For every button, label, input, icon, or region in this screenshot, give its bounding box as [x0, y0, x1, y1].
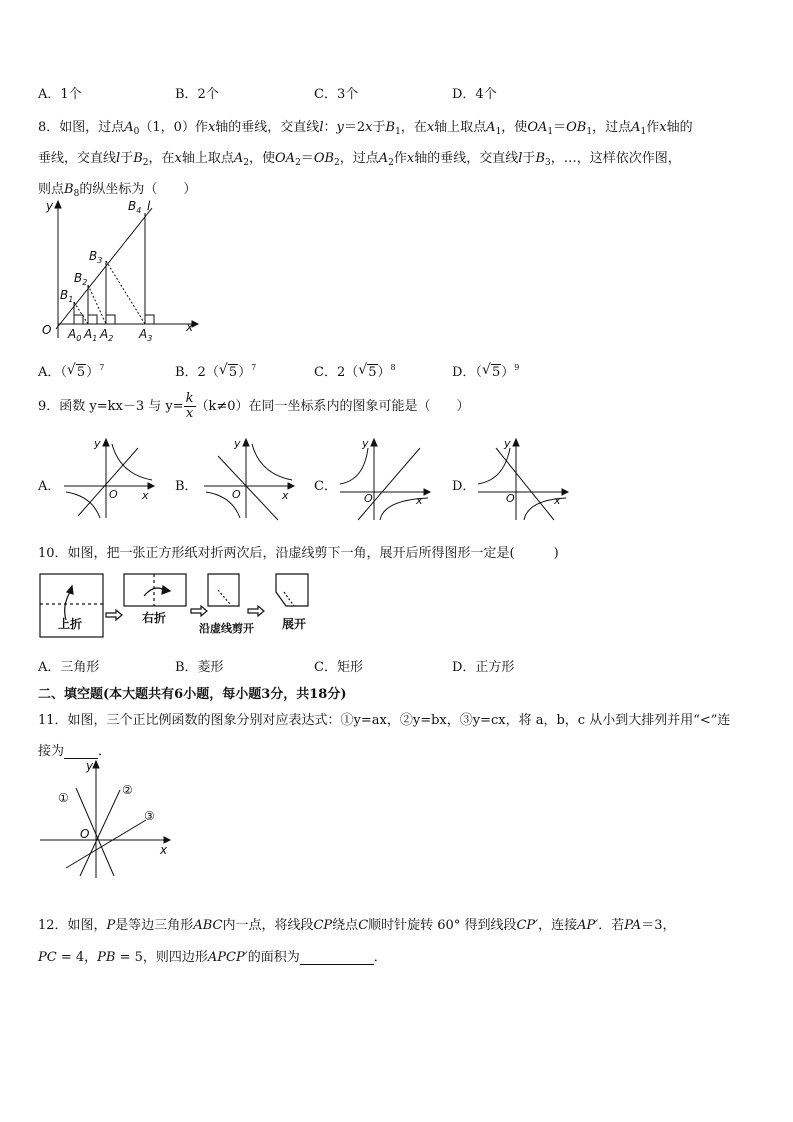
right-angle-a1 — [88, 315, 97, 324]
step-unfold: 展开 — [282, 617, 307, 631]
svg-text:O: O — [80, 827, 90, 841]
q8-option-d: D．（ √ 5）$^9$ — [452, 362, 520, 380]
line-3 — [66, 820, 146, 868]
arc-b1 — [74, 302, 88, 324]
a0-label: $A_0$ — [68, 327, 82, 343]
a3-label: $A_3$ — [139, 327, 153, 343]
q10-option-a: A．三角形 — [38, 660, 100, 675]
q9-option-b: B． — [175, 479, 198, 494]
q8-option-b: B．2（ √ 5）$^7$ — [175, 362, 257, 380]
svg-text:y: y — [234, 437, 241, 450]
q11-line-1: 11．如图，三个正比例函数的图象分别对应表达式：①y=ax，②y=bx，③y=cx，将 a，b，c 从小到大排列并用“<”连 — [38, 713, 731, 728]
q10-option-d: D．正方形 — [452, 660, 515, 675]
svg-text:y: y — [504, 437, 511, 450]
q11-line-2: 接为 ． — [38, 744, 112, 759]
q9-option-c: C． — [314, 479, 337, 494]
svg-text:O: O — [109, 488, 118, 501]
svg-text:y: y — [362, 437, 369, 450]
q8-figure — [36, 198, 201, 344]
step-fold-up: 上折 — [58, 617, 83, 631]
q8-line-3: 则点$B_8$的纵坐标为（ ） — [38, 182, 197, 199]
q8-option-a: A．（ √ 5）$^7$ — [38, 362, 105, 380]
step-fold-right: 右折 — [142, 611, 167, 625]
q7-option-b: B．2个 — [175, 87, 219, 102]
label-1: ① — [58, 791, 69, 805]
q10-stem: 10．如图，把一张正方形纸对折两次后，沿虚线剪下一角，展开后所得图形一定是( ) — [38, 546, 559, 561]
line-l — [56, 208, 152, 329]
svg-text:O: O — [232, 488, 241, 501]
svg-text:x: x — [416, 494, 423, 507]
q9-graph-c — [336, 436, 432, 522]
arrow-3 — [248, 606, 264, 616]
q9-option-a: A． — [38, 479, 61, 494]
q9-graph-b — [200, 436, 296, 522]
label-3: ③ — [144, 809, 155, 823]
q8-option-c: C．2（ √ 5）$^8$ — [314, 362, 396, 380]
q9-graph-a — [60, 436, 156, 522]
step-cut: 沿虚线剪开 — [199, 622, 254, 635]
q9-graph-d — [474, 436, 570, 522]
origin-label: O — [42, 323, 52, 337]
b2-label: $B_2$ — [74, 271, 88, 287]
b1-label: $B_1$ — [60, 288, 74, 304]
q10-figure — [36, 570, 326, 642]
section-2-title: 二、填空题(本大题共有6小题，每小题3分，共18分) — [38, 687, 347, 702]
q12-line-2: PC = 4，PB = 5，则四边形APCP′的面积为 ． — [38, 950, 387, 965]
a2-label: $A_2$ — [100, 327, 114, 343]
svg-text:y: y — [94, 437, 101, 450]
q11-figure — [36, 758, 176, 882]
unfolded-corner — [276, 574, 308, 606]
b4-label: $B_4$ — [128, 199, 142, 215]
fold-arrow-up — [65, 592, 70, 620]
x-label: x — [186, 320, 194, 334]
q9-option-d: D． — [452, 479, 476, 494]
q7-option-c: C．3个 — [314, 87, 359, 102]
svg-text:y: y — [86, 759, 94, 773]
svg-text:x: x — [160, 843, 168, 857]
q9-stem: 9．函数 y=kx－3 与 y= $\frac{k}{x}$ （k≠0）在同一坐标系内的图象可能是（ ） — [38, 391, 470, 421]
q10-option-c: C．矩形 — [314, 660, 363, 675]
q7-option-a: A．1个 — [38, 87, 82, 102]
y-label: y — [46, 199, 54, 213]
right-angle-a2 — [106, 315, 115, 324]
svg-text:x: x — [282, 489, 289, 502]
y-axis-arrow — [55, 201, 61, 208]
q12-answer-blank[interactable] — [300, 964, 374, 965]
q7-option-d: D．4个 — [452, 87, 497, 102]
quarter-paper — [208, 574, 239, 606]
svg-text:x: x — [554, 494, 561, 507]
l-label: l — [147, 199, 151, 213]
right-angle-a0 — [74, 315, 83, 324]
a1-label: $A_1$ — [84, 327, 98, 343]
q8-line-2: 垂线，交直线l于$B_2$，在x轴上取点$A_2$，使$OA_2=OB_2$，过点$A_2$作x轴的垂线，交直线l于$B_3$，…，这样依次作图， — [38, 151, 681, 168]
svg-text:x: x — [142, 489, 149, 502]
label-2: ② — [122, 783, 133, 797]
arrow-1 — [106, 610, 122, 620]
b3-label: $B_3$ — [89, 249, 103, 265]
q10-option-b: B．菱形 — [175, 660, 224, 675]
cut-line — [218, 590, 230, 604]
svg-text:O: O — [364, 492, 373, 505]
q9-fraction: $\frac{k}{x}$ — [185, 391, 194, 421]
half-paper — [124, 574, 186, 606]
q12-line-1: 12．如图，P是等边三角形ABC内一点，将线段CP绕点C顺时针旋转 60° 得到线段CP′，连接AP′．若PA＝3， — [38, 918, 676, 933]
right-angle-a3 — [145, 315, 154, 324]
arrow-2 — [191, 606, 207, 616]
q8-line-1: 8．如图，过点$A_0(1$，0）作x轴的垂线，交直线l：y＝2x于$B_1$，在x轴上取点$A_1$，使$OA_1=OB_1$，过点$A_1$作x轴的 — [38, 120, 693, 137]
svg-text:O: O — [506, 492, 515, 505]
